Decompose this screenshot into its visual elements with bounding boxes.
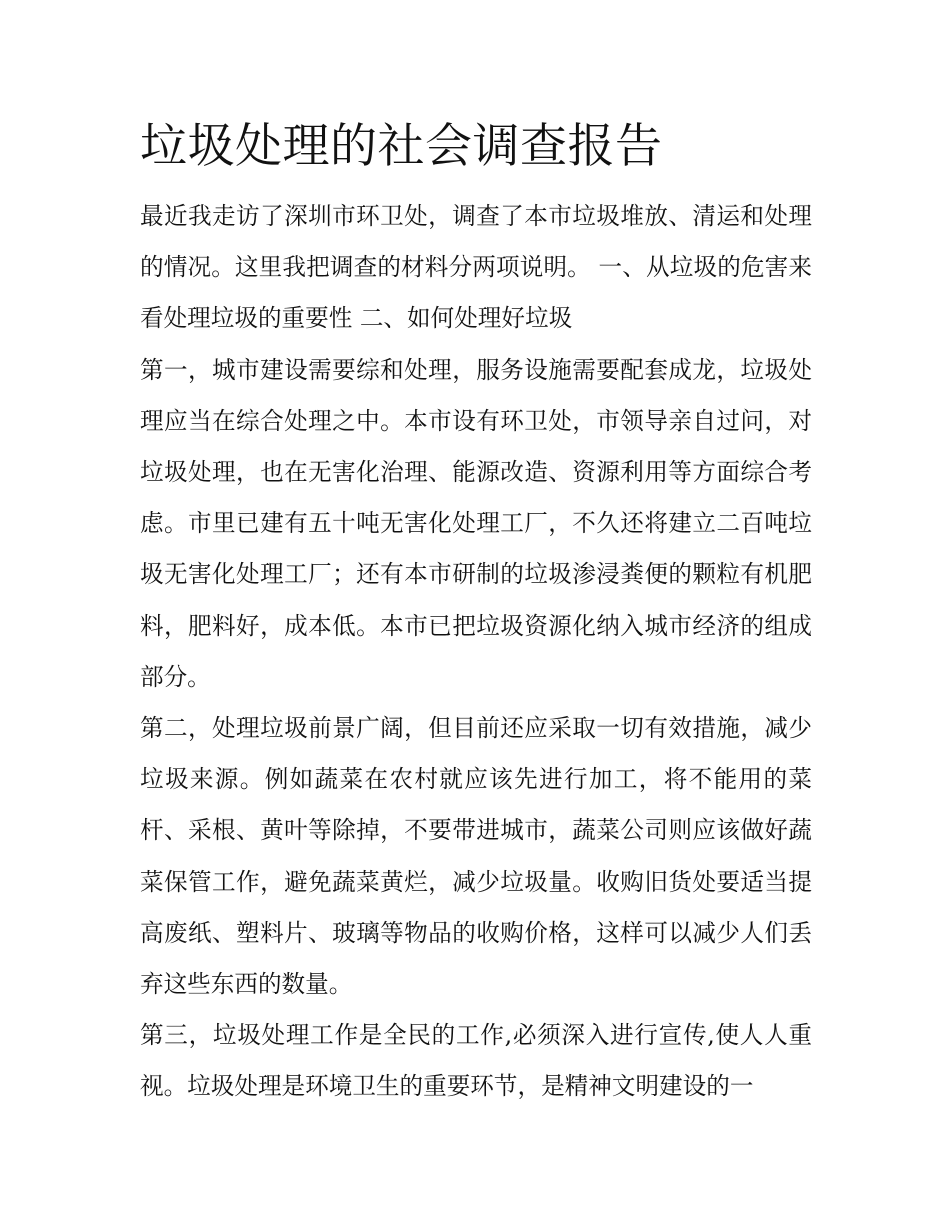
paragraph-first: 第一，城市建设需要综和处理，服务设施需要配套成龙，垃圾处理应当在综合处理之中。本市设有环卫处，市领导亲自过问，对垃圾处理，也在无害化治理、能源改造、资源利用等方面综合考虑。市里已建有五十吨无害化处理工厂，不久还将建立二百吨垃圾无害化处理工厂；还有本市研制的垃圾渗浸粪便的颗粒有机肥料，肥料好，成本低。本市已把垃圾资源化纳入城市经济的组成部分。 <box>140 355 812 691</box>
document-body <box>140 115 812 1113</box>
document-title: 垃圾处理的社会调查报告 <box>140 119 663 174</box>
paragraph-second: 第二，处理垃圾前景广阔，但目前还应采取一切有效措施，减少垃圾来源。例如蔬菜在农村就应该先进行加工，将不能用的菜杆、采根、黄叶等除掉，不要带进城市，蔬菜公司则应该做好蔬菜保管工作，避免蔬菜黄烂，减少垃圾量。收购旧货处要适当提高废纸、塑料片、玻璃等物品的收购价格，这样可以减少人们丢弃这些东西的数量。 <box>140 714 812 999</box>
paragraph-intro: 最近我走访了深圳市环卫处，调查了本市垃圾堆放、清运和处理的情况。这里我把调查的材料分两项说明。 一、从垃圾的危害来看处理垃圾的重要性 二、如何处理好垃圾 <box>140 202 812 333</box>
paragraph-third: 第三，垃圾处理工作是全民的工作,必须深入进行宣传,使人人重视。垃圾处理是环境卫生的重要环节，是精神文明建设的一 <box>140 1021 812 1101</box>
